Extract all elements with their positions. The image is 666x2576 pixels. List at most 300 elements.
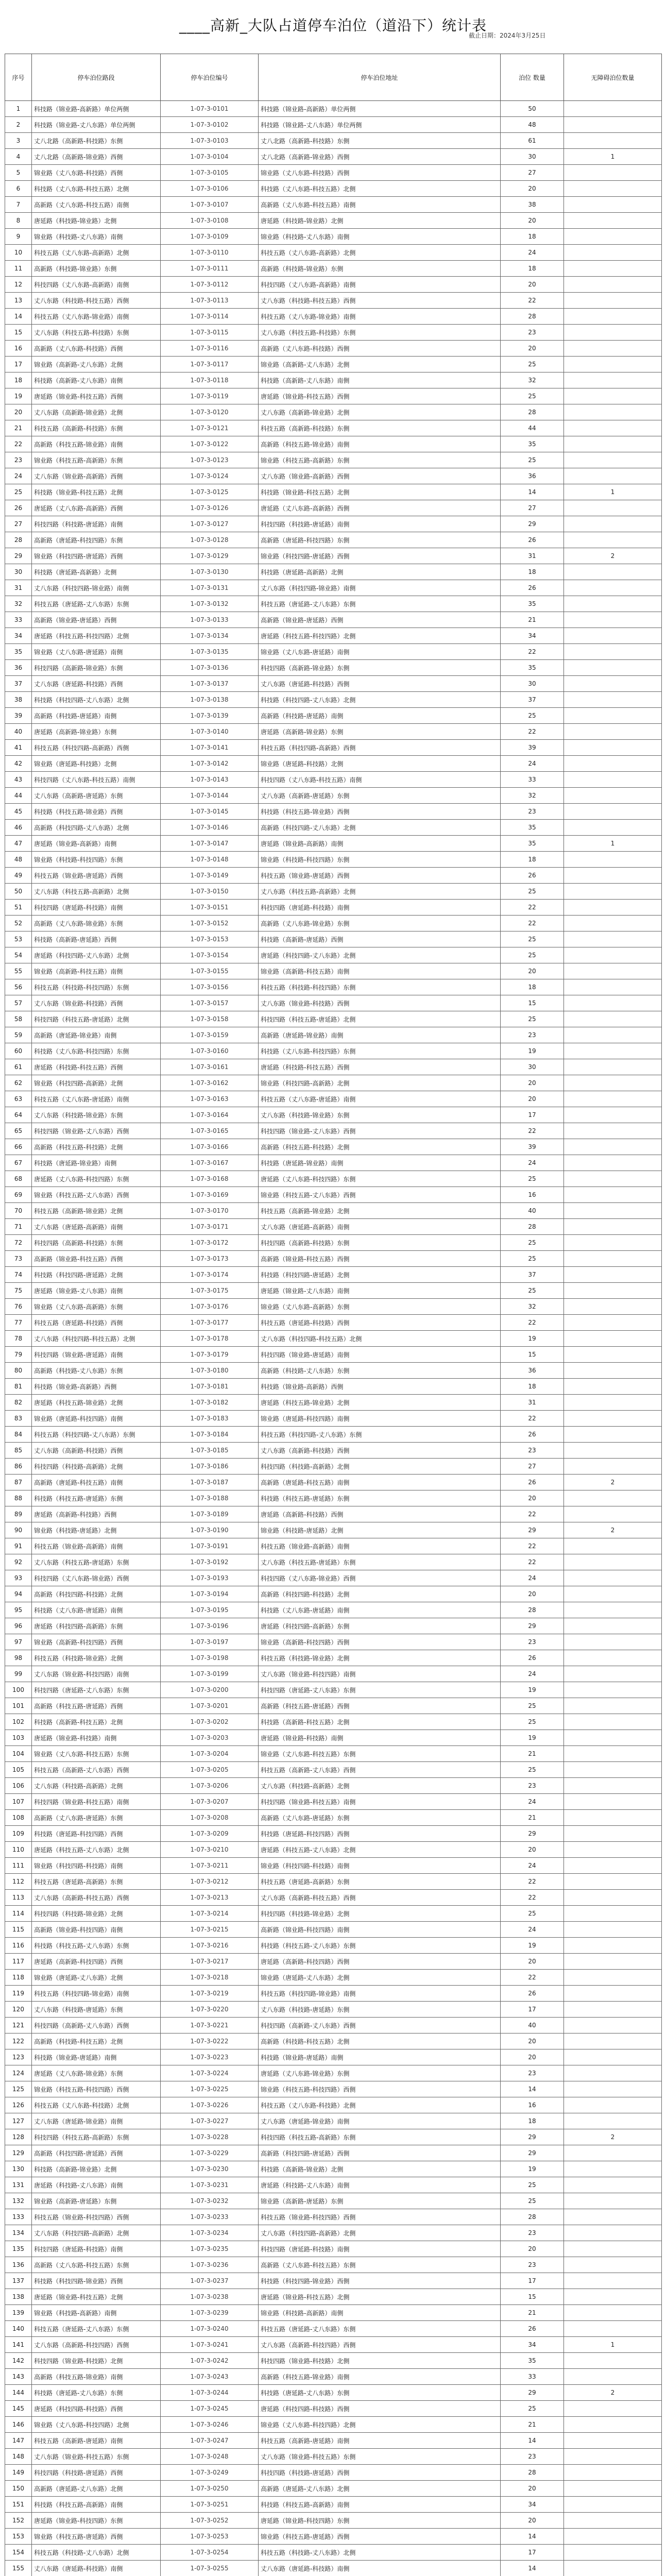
row-address: 高新路（丈八东路-科技五路）东侧 <box>259 2257 501 2273</box>
row-count: 26 <box>501 1650 564 1666</box>
row-address: 丈八东路（科技四路-锦业路）南侧 <box>259 580 501 596</box>
table-row <box>5 2113 662 2129</box>
row-accessible <box>564 644 662 660</box>
row-accessible <box>564 2321 662 2337</box>
row-segment: 锦业路（丈八东路-科技四路）北侧 <box>32 2417 161 2433</box>
row-address: 锦业路（高新路-丈八东路）北侧 <box>259 357 501 372</box>
row-count: 31 <box>501 1395 564 1411</box>
row-index: 33 <box>5 612 32 628</box>
row-code: 1-07-3-0254 <box>161 2545 259 2561</box>
row-code: 1-07-3-0129 <box>161 548 259 564</box>
row-code: 1-07-3-0226 <box>161 2097 259 2113</box>
row-address: 科技五路（高新路-唐延路）南侧 <box>259 2433 501 2449</box>
row-code: 1-07-3-0111 <box>161 261 259 277</box>
row-accessible <box>564 1331 662 1347</box>
row-segment: 科技路（科技五路-锦业路）西侧 <box>32 804 161 820</box>
row-segment: 科技五路（锦业路-高新路）南侧 <box>32 1538 161 1554</box>
table-row <box>5 1155 662 1171</box>
row-accessible <box>564 2049 662 2065</box>
row-address: 科技路（唐延路-高新路）北侧 <box>259 564 501 580</box>
row-segment: 丈八东路（高新路-锦业路）北侧 <box>32 404 161 420</box>
row-count: 20 <box>501 1842 564 1858</box>
row-count: 37 <box>501 692 564 708</box>
row-address: 科技五路（唐延路-丈八东路）东侧 <box>259 2321 501 2337</box>
row-count: 23 <box>501 1634 564 1650</box>
row-code: 1-07-3-0229 <box>161 2145 259 2161</box>
row-count: 29 <box>501 1826 564 1842</box>
row-index: 92 <box>5 1554 32 1570</box>
row-count: 28 <box>501 2465 564 2481</box>
row-segment: 丈八东路（高新路-科技四路）西侧 <box>32 2337 161 2353</box>
table-row <box>5 2497 662 2513</box>
row-code: 1-07-3-0127 <box>161 516 259 532</box>
row-segment: 高新路（科技五路-锦业路）南侧 <box>32 436 161 452</box>
table-row <box>5 1267 662 1283</box>
row-index: 3 <box>5 133 32 149</box>
table-row <box>5 2465 662 2481</box>
row-index: 17 <box>5 357 32 372</box>
row-address: 锦业路（高新路-科技四路）西侧 <box>259 1634 501 1650</box>
row-segment: 丈八东路（科技五路-科技路）东侧 <box>32 325 161 341</box>
row-index: 51 <box>5 900 32 916</box>
row-count: 26 <box>501 868 564 884</box>
parking-table <box>5 54 662 2576</box>
row-index: 61 <box>5 1059 32 1075</box>
table-row <box>5 580 662 596</box>
row-segment: 科技四路（科技路-唐延路）南侧 <box>32 516 161 532</box>
row-count: 21 <box>501 1810 564 1826</box>
row-index: 134 <box>5 2225 32 2241</box>
row-address: 锦业路（丈八东路-科技四路）北侧 <box>259 2417 501 2433</box>
row-code: 1-07-3-0225 <box>161 2081 259 2097</box>
table-row <box>5 1187 662 1203</box>
row-code: 1-07-3-0252 <box>161 2513 259 2529</box>
row-accessible <box>564 2033 662 2049</box>
row-index: 60 <box>5 1043 32 1059</box>
row-segment: 锦业路（科技路-唐延路）北侧 <box>32 1522 161 1538</box>
row-accessible <box>564 261 662 277</box>
row-accessible <box>564 357 662 372</box>
table-row <box>5 2545 662 2561</box>
row-accessible <box>564 1986 662 2002</box>
row-index: 87 <box>5 1475 32 1490</box>
row-count: 30 <box>501 1059 564 1075</box>
table-row <box>5 197 662 213</box>
row-code: 1-07-3-0182 <box>161 1395 259 1411</box>
table-row <box>5 1027 662 1043</box>
row-count: 20 <box>501 1075 564 1091</box>
table-row <box>5 1363 662 1379</box>
row-segment: 唐延路（科技路-科技五路）西侧 <box>32 1059 161 1075</box>
row-address: 科技五路（丈八东路-科技路）北侧 <box>259 2097 501 2113</box>
row-accessible <box>564 692 662 708</box>
row-accessible <box>564 1762 662 1778</box>
row-index: 39 <box>5 708 32 724</box>
row-segment: 唐延路（高新路-科技四路）西侧 <box>32 1954 161 1970</box>
table-row <box>5 1091 662 1107</box>
table-row <box>5 2193 662 2209</box>
row-segment: 科技路（科技五路-唐延路）东侧 <box>32 1490 161 1506</box>
row-segment: 丈八东路（高新路-科技五路）西侧 <box>32 1890 161 1906</box>
row-accessible <box>564 2481 662 2497</box>
row-accessible <box>564 1363 662 1379</box>
row-count: 20 <box>501 1586 564 1602</box>
row-address: 锦业路（科技路-科技四路）东侧 <box>259 852 501 868</box>
row-accessible <box>564 1283 662 1299</box>
row-count: 20 <box>501 2033 564 2049</box>
row-code: 1-07-3-0242 <box>161 2353 259 2369</box>
row-address: 科技五路（唐延路-丈八东路）东侧 <box>259 596 501 612</box>
row-index: 121 <box>5 2018 32 2033</box>
table-row <box>5 341 662 357</box>
row-count: 23 <box>501 804 564 820</box>
row-code: 1-07-3-0203 <box>161 1730 259 1746</box>
row-code: 1-07-3-0115 <box>161 325 259 341</box>
row-accessible <box>564 1187 662 1203</box>
row-count: 25 <box>501 388 564 404</box>
row-code: 1-07-3-0107 <box>161 197 259 213</box>
row-segment: 科技五路（丈八东路-科技路）北侧 <box>32 2097 161 2113</box>
row-code: 1-07-3-0114 <box>161 309 259 325</box>
row-code: 1-07-3-0188 <box>161 1490 259 1506</box>
table-row <box>5 1315 662 1331</box>
row-segment: 科技五路（锦业路-唐延路）西侧 <box>32 868 161 884</box>
row-code: 1-07-3-0143 <box>161 772 259 788</box>
row-address: 科技四路（锦业路-丈八东路）西侧 <box>259 1123 501 1139</box>
row-code: 1-07-3-0238 <box>161 2289 259 2305</box>
row-address: 科技路（锦业路-科技五路）北侧 <box>259 484 501 500</box>
row-index: 59 <box>5 1027 32 1043</box>
table-row <box>5 1906 662 1922</box>
row-address: 科技五路（唐延路-高新路）东侧 <box>259 1874 501 1890</box>
row-accessible <box>564 979 662 995</box>
row-index: 101 <box>5 1698 32 1714</box>
table-row <box>5 820 662 836</box>
table-row <box>5 931 662 947</box>
row-count: 25 <box>501 884 564 900</box>
row-address: 科技五路（锦业路-高新路）南侧 <box>259 1538 501 1554</box>
row-index: 49 <box>5 868 32 884</box>
table-row <box>5 596 662 612</box>
row-accessible <box>564 1139 662 1155</box>
table-row <box>5 1139 662 1155</box>
row-accessible <box>564 213 662 229</box>
row-segment: 高新路（科技路-唐延路）南侧 <box>32 708 161 724</box>
row-accessible <box>564 1490 662 1506</box>
row-address: 丈八东路（科技五路-高新路）北侧 <box>259 884 501 900</box>
table-row <box>5 2097 662 2113</box>
row-code: 1-07-3-0130 <box>161 564 259 580</box>
row-index: 106 <box>5 1778 32 1794</box>
row-count: 25 <box>501 1235 564 1251</box>
row-code: 1-07-3-0112 <box>161 277 259 293</box>
table-row <box>5 2305 662 2321</box>
row-index: 102 <box>5 1714 32 1730</box>
row-code: 1-07-3-0104 <box>161 149 259 165</box>
row-segment: 科技路（唐延路-高新路）北侧 <box>32 564 161 580</box>
table-row <box>5 1746 662 1762</box>
row-segment: 锦业路（唐延路-丈八东路）北侧 <box>32 1970 161 1986</box>
row-segment: 锦业路（高新路-唐延路）东侧 <box>32 2193 161 2209</box>
row-accessible: 2 <box>564 1522 662 1538</box>
table-row <box>5 1650 662 1666</box>
row-index: 127 <box>5 2113 32 2129</box>
row-address: 科技四路（唐延路-丈八东路）东侧 <box>259 1682 501 1698</box>
row-address: 高新路（科技路-科技五路）北侧 <box>259 2033 501 2049</box>
table-row <box>5 884 662 900</box>
row-address: 高新路（科技四路-科技路）北侧 <box>259 1586 501 1602</box>
row-count: 20 <box>501 181 564 197</box>
row-address: 科技路（科技五路-丈八东路）东侧 <box>259 1938 501 1954</box>
row-address: 丈八东路（唐延路-高新路）南侧 <box>259 1219 501 1235</box>
row-index: 152 <box>5 2513 32 2529</box>
row-code: 1-07-3-0221 <box>161 2018 259 2033</box>
table-row <box>5 1826 662 1842</box>
row-code: 1-07-3-0220 <box>161 2002 259 2018</box>
row-segment: 唐延路（锦业路-科技五路）北侧 <box>32 2289 161 2305</box>
row-address: 锦业路（科技路-丈八东路）南侧 <box>259 229 501 245</box>
row-count: 33 <box>501 772 564 788</box>
row-address: 高新路（锦业路-唐延路）西侧 <box>259 612 501 628</box>
row-address: 高新路（科技四路-丈八东路）北侧 <box>259 820 501 836</box>
row-code: 1-07-3-0246 <box>161 2417 259 2433</box>
row-index: 50 <box>5 884 32 900</box>
row-index: 124 <box>5 2065 32 2081</box>
row-accessible <box>564 1379 662 1395</box>
row-address: 丈八东路（科技五路-唐延路）东侧 <box>259 1554 501 1570</box>
row-address: 唐延路（科技四路-科技路）西侧 <box>259 2401 501 2417</box>
row-code: 1-07-3-0191 <box>161 1538 259 1554</box>
row-count: 34 <box>501 2497 564 2513</box>
row-accessible <box>564 868 662 884</box>
row-count: 29 <box>501 2385 564 2401</box>
row-address: 高新路（科技路-锦业路）东侧 <box>259 261 501 277</box>
row-accessible <box>564 1954 662 1970</box>
row-index: 97 <box>5 1634 32 1650</box>
row-count: 22 <box>501 1538 564 1554</box>
row-code: 1-07-3-0219 <box>161 1986 259 2002</box>
row-address: 高新路（唐延路-丈八东路）北侧 <box>259 2481 501 2497</box>
row-code: 1-07-3-0134 <box>161 628 259 644</box>
row-accessible <box>564 2513 662 2529</box>
row-address: 锦业路（科技五路-科技四路）西侧 <box>259 2081 501 2097</box>
row-index: 98 <box>5 1650 32 1666</box>
row-index: 65 <box>5 1123 32 1139</box>
row-segment: 科技五路（科技路-科技四路）东侧 <box>32 979 161 995</box>
row-count: 29 <box>501 1618 564 1634</box>
row-address: 唐延路（科技路-科技五路）西侧 <box>259 1059 501 1075</box>
row-count: 24 <box>501 1155 564 1171</box>
row-address: 高新路（科技四路-唐延路）西侧 <box>259 2145 501 2161</box>
row-code: 1-07-3-0241 <box>161 2337 259 2353</box>
row-code: 1-07-3-0198 <box>161 1650 259 1666</box>
row-accessible <box>564 963 662 979</box>
row-code: 1-07-3-0181 <box>161 1379 259 1395</box>
row-segment: 科技路（丈八东路-科技四路）东侧 <box>32 1043 161 1059</box>
row-code: 1-07-3-0210 <box>161 1842 259 1858</box>
row-address: 丈八东路（锦业路-科技五路）东侧 <box>259 2449 501 2465</box>
table-row <box>5 325 662 341</box>
row-address: 科技四路（高新路-科技路）东侧 <box>259 1235 501 1251</box>
row-code: 1-07-3-0185 <box>161 1443 259 1459</box>
row-segment: 科技四路（唐延路-科技路）南侧 <box>32 2241 161 2257</box>
row-code: 1-07-3-0149 <box>161 868 259 884</box>
row-code: 1-07-3-0179 <box>161 1347 259 1363</box>
row-index: 80 <box>5 1363 32 1379</box>
row-index: 145 <box>5 2401 32 2417</box>
row-code: 1-07-3-0227 <box>161 2113 259 2129</box>
row-count: 24 <box>501 1858 564 1874</box>
row-segment: 丈八东路（唐延路-高新路）南侧 <box>32 1219 161 1235</box>
row-accessible <box>564 884 662 900</box>
row-segment: 锦业路（丈八东路-高新路）东侧 <box>32 1299 161 1315</box>
row-segment: 高新路（丈八东路-唐延路）东侧 <box>32 1810 161 1826</box>
row-count: 38 <box>501 197 564 213</box>
row-count: 22 <box>501 1874 564 1890</box>
row-index: 73 <box>5 1251 32 1267</box>
row-count: 22 <box>501 1506 564 1522</box>
table-row <box>5 852 662 868</box>
row-code: 1-07-3-0159 <box>161 1027 259 1043</box>
table-row <box>5 628 662 644</box>
row-address: 科技路（科技四路-锦业路）西侧 <box>259 2273 501 2289</box>
row-index: 118 <box>5 1970 32 1986</box>
row-address: 丈八东路（锦业路-科技路）西侧 <box>259 995 501 1011</box>
row-code: 1-07-3-0136 <box>161 660 259 676</box>
row-accessible <box>564 229 662 245</box>
row-code: 1-07-3-0204 <box>161 1746 259 1762</box>
row-count: 25 <box>501 357 564 372</box>
row-segment: 高新路（科技五路-锦业路）南侧 <box>32 2369 161 2385</box>
table-row <box>5 900 662 916</box>
row-segment: 科技五路（高新路-唐延路）南侧 <box>32 2433 161 2449</box>
row-accessible <box>564 612 662 628</box>
table-row <box>5 1778 662 1794</box>
row-segment: 科技五路（科技路-锦业路）北侧 <box>32 1650 161 1666</box>
row-count: 25 <box>501 1762 564 1778</box>
row-address: 科技五路（唐延路-科技路）西侧 <box>259 1315 501 1331</box>
row-address: 科技四路（唐延路-科技路）南侧 <box>259 2241 501 2257</box>
row-accessible <box>564 1443 662 1459</box>
row-index: 138 <box>5 2289 32 2305</box>
row-segment: 科技路（锦业路-唐延路）南侧 <box>32 2049 161 2065</box>
row-segment: 丈八北路（高新路-科技路）东侧 <box>32 133 161 149</box>
row-segment: 科技路（高新路-科技五路）北侧 <box>32 1714 161 1730</box>
row-segment: 科技五路（唐延路-科技路）西侧 <box>32 1315 161 1331</box>
row-accessible <box>564 117 662 133</box>
row-address: 丈八东路（高新路-锦业路）北侧 <box>259 404 501 420</box>
row-accessible <box>564 724 662 740</box>
row-index: 94 <box>5 1586 32 1602</box>
row-segment: 锦业路（科技四路-唐延路）西侧 <box>32 548 161 564</box>
row-index: 43 <box>5 772 32 788</box>
row-code: 1-07-3-0119 <box>161 388 259 404</box>
row-index: 7 <box>5 197 32 213</box>
row-address: 科技四路（科技路-唐延路）南侧 <box>259 516 501 532</box>
row-index: 86 <box>5 1459 32 1475</box>
row-code: 1-07-3-0171 <box>161 1219 259 1235</box>
table-row <box>5 1586 662 1602</box>
row-accessible <box>564 2018 662 2033</box>
row-count: 36 <box>501 468 564 484</box>
row-count: 17 <box>501 2273 564 2289</box>
row-accessible <box>564 133 662 149</box>
row-code: 1-07-3-0166 <box>161 1139 259 1155</box>
table-row <box>5 1970 662 1986</box>
row-address: 科技路（高新路-锦业路）北侧 <box>259 2161 501 2177</box>
row-address: 丈八东路（高新路-唐延路）东侧 <box>259 788 501 804</box>
table-row <box>5 388 662 404</box>
row-code: 1-07-3-0248 <box>161 2449 259 2465</box>
row-code: 1-07-3-0207 <box>161 1794 259 1810</box>
row-address: 丈八东路（科技四路-高新路）北侧 <box>259 2225 501 2241</box>
row-segment: 丈八东路（科技路-锦业路）东侧 <box>32 1107 161 1123</box>
title-row <box>0 0 666 54</box>
row-code: 1-07-3-0153 <box>161 931 259 947</box>
row-count: 20 <box>501 1490 564 1506</box>
row-index: 117 <box>5 1954 32 1970</box>
row-code: 1-07-3-0180 <box>161 1363 259 1379</box>
row-segment: 唐延路（科技四路-丈八东路）北侧 <box>32 947 161 963</box>
row-count: 26 <box>501 1475 564 1490</box>
row-address: 丈八东路（科技路-唐延路）东侧 <box>259 2002 501 2018</box>
row-address: 科技四路（科技路-高新路）北侧 <box>259 1459 501 1475</box>
row-code: 1-07-3-0184 <box>161 1427 259 1443</box>
table-row <box>5 1251 662 1267</box>
row-segment: 科技路（科技四路-丈八东路）北侧 <box>32 692 161 708</box>
row-index: 55 <box>5 963 32 979</box>
row-code: 1-07-3-0150 <box>161 884 259 900</box>
row-address: 科技路（科技四路-唐延路）北侧 <box>259 1267 501 1283</box>
row-index: 1 <box>5 101 32 117</box>
table-row <box>5 1698 662 1714</box>
row-code: 1-07-3-0175 <box>161 1283 259 1299</box>
table-row <box>5 1443 662 1459</box>
row-address: 丈八东路（锦业路-高新路）西侧 <box>259 468 501 484</box>
row-accessible <box>564 2065 662 2081</box>
row-accessible <box>564 1011 662 1027</box>
row-segment: 唐延路（科技四路-科技路）西侧 <box>32 2401 161 2417</box>
row-code: 1-07-3-0120 <box>161 404 259 420</box>
row-index: 30 <box>5 564 32 580</box>
row-index: 113 <box>5 1890 32 1906</box>
header-row <box>5 54 662 101</box>
row-index: 130 <box>5 2161 32 2177</box>
row-index: 148 <box>5 2449 32 2465</box>
row-code: 1-07-3-0255 <box>161 2561 259 2576</box>
row-accessible: 2 <box>564 2385 662 2401</box>
row-count: 25 <box>501 2193 564 2209</box>
row-accessible <box>564 1746 662 1762</box>
row-segment: 高新路（唐延路-科技四路）东侧 <box>32 532 161 548</box>
table-row <box>5 1922 662 1938</box>
row-count: 18 <box>501 979 564 995</box>
row-segment: 科技路（唐延路-科技四路）西侧 <box>32 1826 161 1842</box>
row-address: 科技四路（科技路-锦业路）北侧 <box>259 1906 501 1922</box>
row-address: 丈八东路（科技路-锦业路）东侧 <box>259 1107 501 1123</box>
row-segment: 唐延路（锦业路-科技五路）西侧 <box>32 388 161 404</box>
row-segment: 锦业路（科技路-高新路）南侧 <box>32 2305 161 2321</box>
row-count: 23 <box>501 1778 564 1794</box>
row-index: 142 <box>5 2353 32 2369</box>
row-segment: 科技路（高新路-唐延路）西侧 <box>32 931 161 947</box>
table-row <box>5 357 662 372</box>
row-address: 科技五路（锦业路-唐延路）西侧 <box>259 868 501 884</box>
row-address: 唐延路（科技四路-丈八东路）北侧 <box>259 947 501 963</box>
row-code: 1-07-3-0216 <box>161 1938 259 1954</box>
row-address: 科技五路（科技路-丈八东路）北侧 <box>259 2545 501 2561</box>
row-code: 1-07-3-0194 <box>161 1586 259 1602</box>
